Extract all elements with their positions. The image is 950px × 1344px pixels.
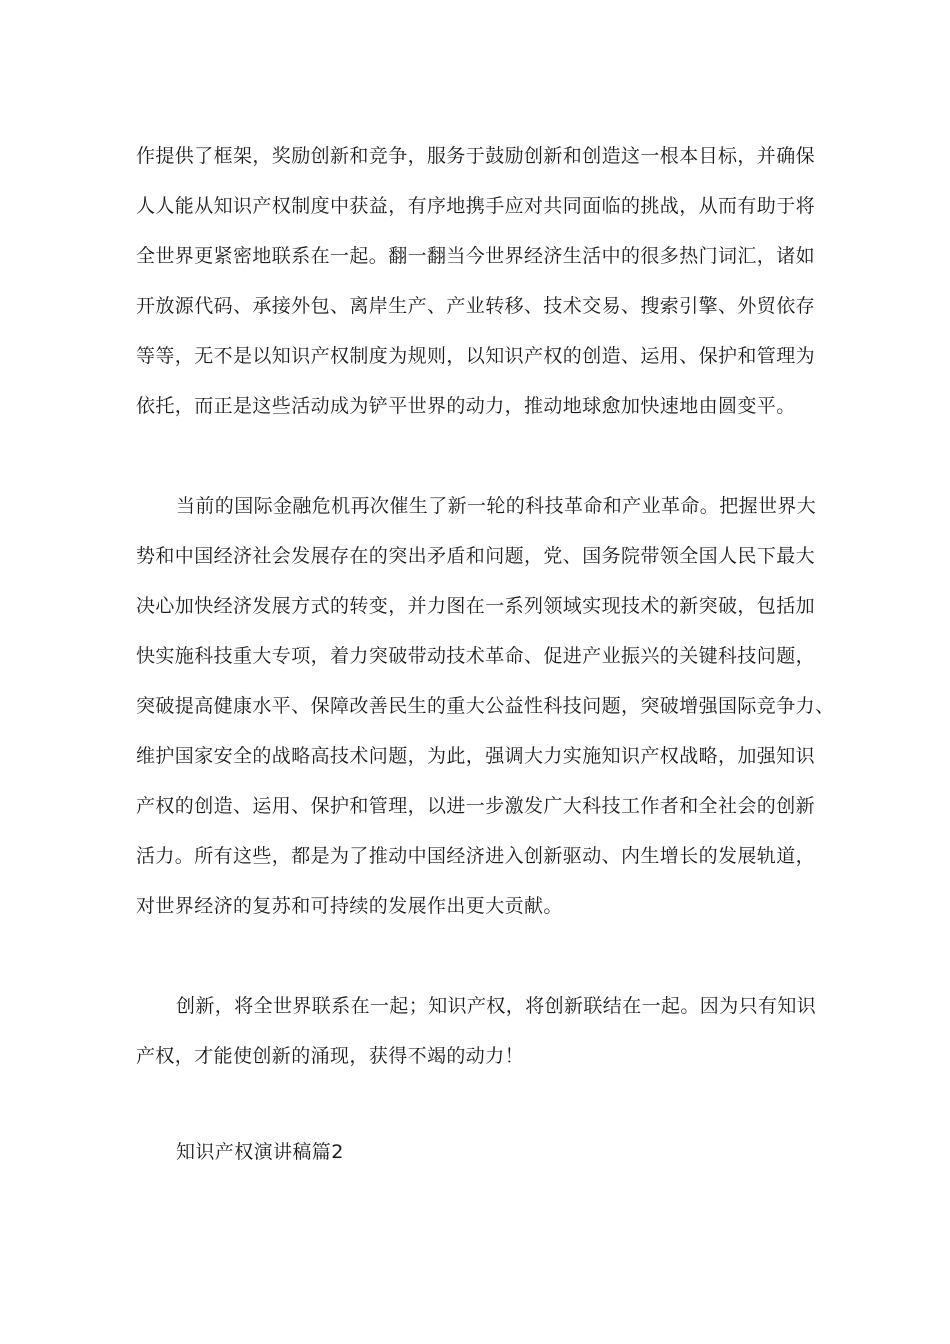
paragraph-line: 人人能从知识产权制度中获益，有序地携手应对共同面临的挑战，从而有助于将 bbox=[136, 195, 816, 217]
paragraph-line: 作提供了框架，奖励创新和竞争，服务于鼓励创新和创造这一根本目标，并确保 bbox=[136, 145, 816, 167]
paragraph-line: 开放源代码、承接外包、离岸生产、产业转移、技术交易、搜索引擎、外贸依存 bbox=[136, 295, 816, 317]
paragraph-line: 全世界更紧密地联系在一起。翻一翻当今世界经济生活中的很多热门词汇，诸如 bbox=[136, 245, 816, 267]
paragraph-line: 对世界经济的复苏和可持续的发展作出更大贡献。 bbox=[136, 895, 563, 917]
paragraph-line: 维护国家安全的战略高技术问题，为此，强调大力实施知识产权战略，加强知识 bbox=[136, 745, 816, 767]
paragraph-line: 产权，才能使创新的涌现，获得不竭的动力！ bbox=[136, 1045, 525, 1067]
paragraph-line: 快实施科技重大专项，着力突破带动技术革命、促进产业振兴的关键科技问题， bbox=[136, 645, 816, 667]
paragraph-line: 创新，将全世界联系在一起；知识产权，将创新联结在一起。因为只有知识 bbox=[176, 995, 817, 1017]
paragraph-line: 依托，而正是这些活动成为铲平世界的动力，推动地球愈加快速地由圆变平。 bbox=[136, 395, 796, 417]
paragraph-line: 决心加快经济发展方式的转变，并力图在一系列领域实现技术的新突破，包括加 bbox=[136, 595, 816, 617]
paragraph-line: 活力。所有这些，都是为了推动中国经济进入创新驱动、内生增长的发展轨道， bbox=[136, 845, 816, 867]
paragraph-line: 产权的创造、运用、保护和管理，以进一步激发广大科技工作者和全社会的创新 bbox=[136, 795, 816, 817]
paragraph-line: 等等，无不是以知识产权制度为规则，以知识产权的创造、运用、保护和管理为 bbox=[136, 345, 816, 367]
paragraph-line: 当前的国际金融危机再次催生了新一轮的科技革命和产业革命。把握世界大 bbox=[176, 495, 817, 517]
paragraph-line: 突破提高健康水平、保障改善民生的重大公益性科技问题，突破增强国际竞争力、 bbox=[136, 695, 835, 717]
section-heading: 知识产权演讲稿篇2 bbox=[176, 1141, 344, 1163]
paragraph-line: 势和中国经济社会发展存在的突出矛盾和问题，党、国务院带领全国人民下最大 bbox=[136, 545, 816, 567]
